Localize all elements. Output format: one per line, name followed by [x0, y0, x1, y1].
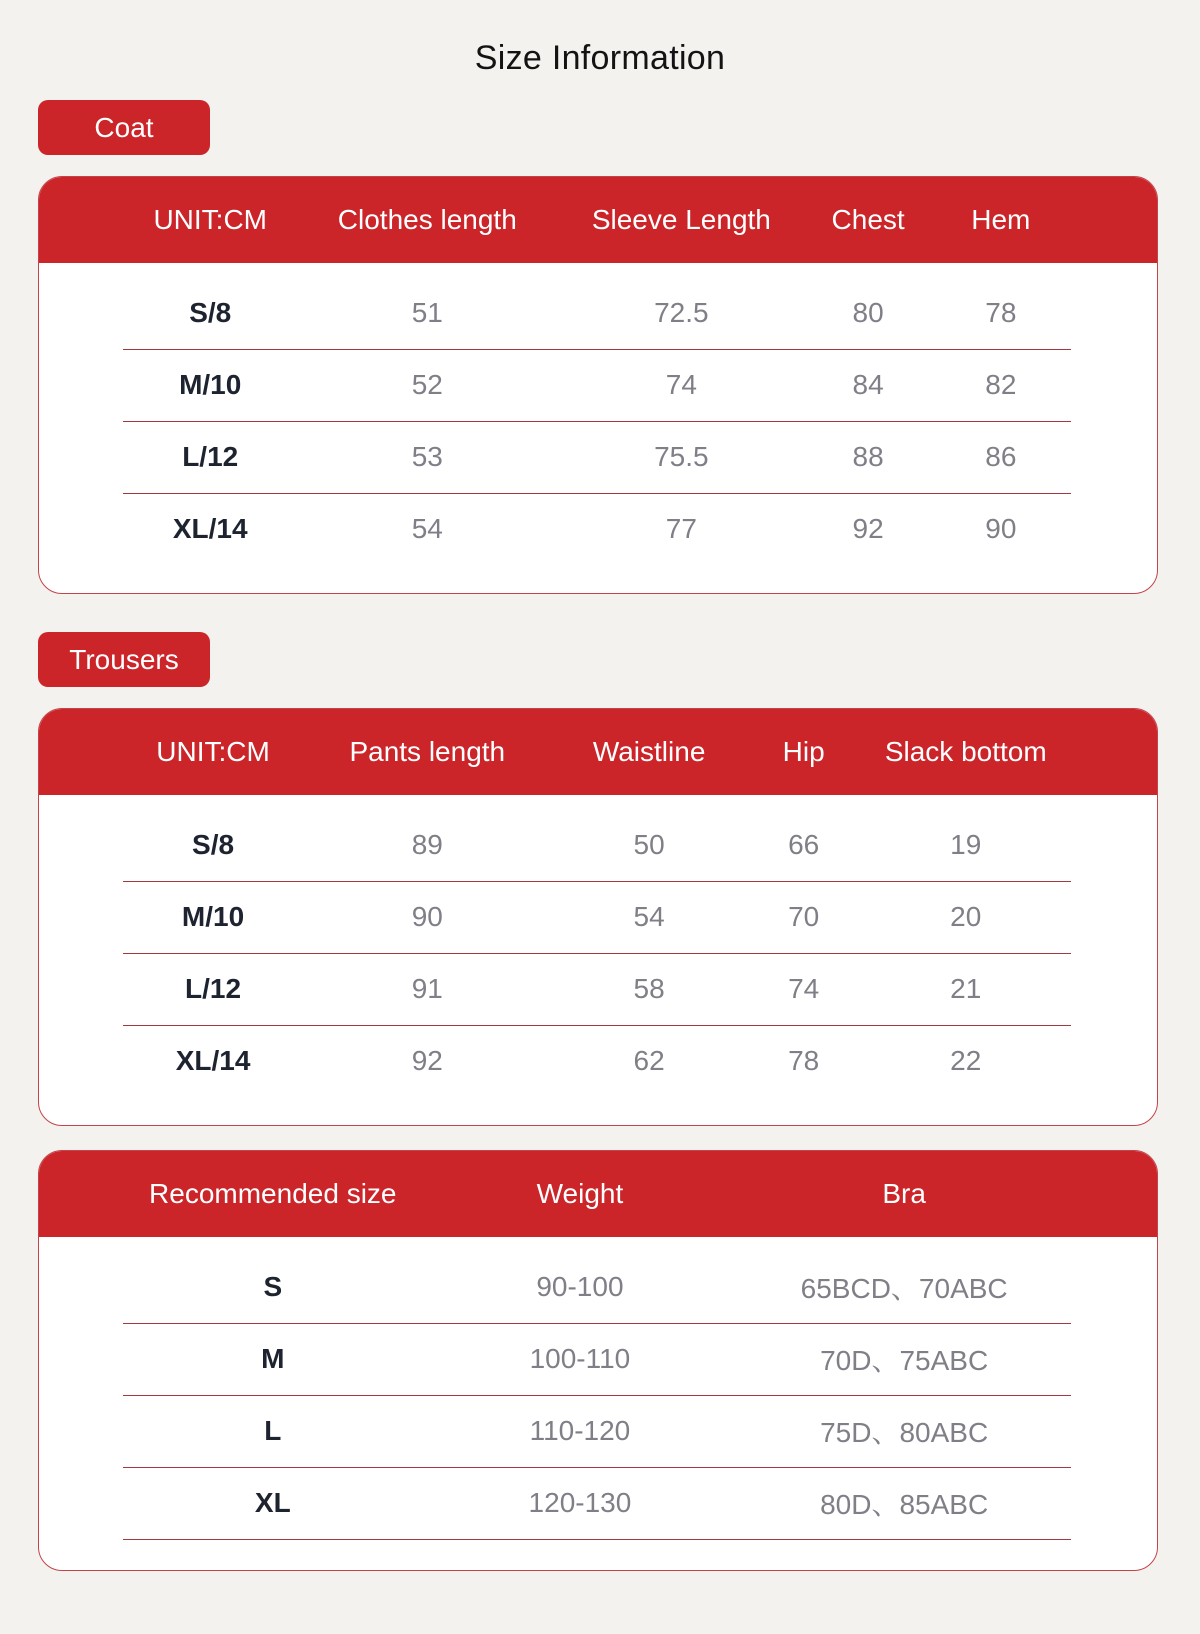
value-cell: 70D、75ABC [737, 1323, 1071, 1395]
coat-table-body [39, 263, 1157, 593]
value-cell: 80 [806, 277, 931, 349]
value-cell: 62 [633, 1045, 665, 1077]
coat-header-chest: Chest [831, 204, 905, 235]
row-label: XL [123, 1467, 423, 1539]
value-cell: 77 [665, 513, 697, 545]
table-row [123, 349, 1071, 421]
row-label: XL/14 [175, 1045, 251, 1077]
row-label: S/8 [123, 809, 303, 881]
value-cell: 82 [931, 349, 1071, 421]
row-label: M [123, 1323, 423, 1395]
value-cell: 66 [747, 809, 861, 881]
trousers-header-waistline: Waistline [592, 736, 706, 767]
value-cell: 74 [747, 953, 861, 1025]
value-cell: 75.5 [557, 421, 805, 493]
trousers-badge: Trousers [38, 632, 210, 687]
table-row [123, 953, 1071, 1025]
trousers-header-pants-length: Pants length [349, 736, 506, 767]
value-cell: 53 [297, 421, 557, 493]
value-cell: 89 [303, 809, 551, 881]
row-label: L/12 [123, 421, 297, 493]
table-row [123, 1251, 1071, 1323]
value-cell: 120-130 [423, 1467, 738, 1539]
value-cell: 90 [985, 513, 1017, 545]
row-label: L [123, 1395, 423, 1467]
recommended-header-weight: Weight [536, 1178, 624, 1209]
table-row [123, 1395, 1071, 1467]
table-row [123, 1467, 1071, 1539]
value-cell: 22 [950, 1045, 982, 1077]
value-cell: 70 [747, 881, 861, 953]
table-row [123, 809, 1071, 881]
trousers-section [0, 632, 1200, 1126]
value-cell: 20 [861, 881, 1071, 953]
value-cell: 100-110 [423, 1323, 738, 1395]
row-label: S [123, 1251, 423, 1323]
coat-badge: Coat [38, 100, 210, 155]
row-label: L/12 [123, 953, 303, 1025]
value-cell: 75D、80ABC [737, 1395, 1071, 1467]
recommended-header-bra: Bra [882, 1178, 926, 1209]
value-cell: 74 [557, 349, 805, 421]
value-cell: 88 [806, 421, 931, 493]
recommended-size-section [0, 1150, 1200, 1571]
coat-header-unit: UNIT:CM [153, 204, 267, 235]
value-cell: 86 [931, 421, 1071, 493]
recommended-size-card [38, 1150, 1158, 1571]
value-cell: 19 [861, 809, 1071, 881]
value-cell: 90-100 [423, 1251, 738, 1323]
value-cell: 80D、85ABC [737, 1467, 1071, 1539]
value-cell: 21 [861, 953, 1071, 1025]
recommended-header-size: Recommended size [149, 1178, 397, 1209]
coat-header-hem: Hem [971, 204, 1031, 235]
value-cell: 90 [303, 881, 551, 953]
row-label: XL/14 [172, 513, 248, 545]
trousers-size-card [38, 708, 1158, 1126]
value-cell: 50 [551, 809, 746, 881]
trousers-header-slack-bottom: Slack bottom [884, 736, 1047, 767]
value-cell: 54 [411, 513, 443, 545]
value-cell: 91 [303, 953, 551, 1025]
coat-header-sleeve-length: Sleeve Length [591, 204, 771, 235]
table-row [123, 493, 1071, 565]
value-cell: 58 [551, 953, 746, 1025]
value-cell: 84 [806, 349, 931, 421]
coat-header-clothes-length: Clothes length [337, 204, 517, 235]
value-cell: 78 [788, 1045, 820, 1077]
row-label: M/10 [123, 349, 297, 421]
coat-section [0, 100, 1200, 594]
recommended-size-table-body [39, 1237, 1157, 1570]
value-cell: 78 [931, 277, 1071, 349]
row-label: M/10 [123, 881, 303, 953]
value-cell: 92 [852, 513, 884, 545]
value-cell: 92 [411, 1045, 443, 1077]
value-cell: 52 [297, 349, 557, 421]
value-cell: 51 [297, 277, 557, 349]
value-cell: 65BCD、70ABC [737, 1251, 1071, 1323]
trousers-header-unit: UNIT:CM [156, 736, 270, 767]
recommended-size-table-header [39, 1151, 1157, 1237]
coat-size-card [38, 176, 1158, 594]
table-row [123, 881, 1071, 953]
table-row [123, 277, 1071, 349]
trousers-header-hip: Hip [782, 736, 825, 767]
value-cell: 110-120 [423, 1395, 738, 1467]
row-label: S/8 [123, 277, 297, 349]
page-title: Size Information [474, 39, 726, 77]
value-cell: 72.5 [557, 277, 805, 349]
table-row [123, 1323, 1071, 1395]
table-row [123, 421, 1071, 493]
value-cell: 54 [551, 881, 746, 953]
table-row [123, 1025, 1071, 1097]
trousers-table-body [39, 795, 1157, 1125]
coat-table-header [39, 177, 1157, 263]
trousers-table-header [39, 709, 1157, 795]
